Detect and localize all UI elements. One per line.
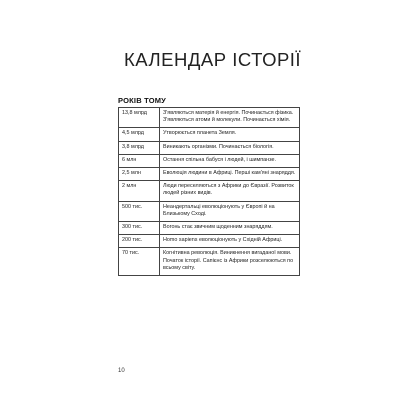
era-cell: 13,8 млрд: [119, 108, 160, 128]
event-cell: [160, 222, 300, 235]
event-text: Утворюється планета Земля.: [163, 130, 237, 137]
era-cell: 2,5 млн: [119, 168, 160, 181]
event-text: Остання спільна бабуся і людей, і шимпанзе.: [163, 156, 277, 163]
event-cell: [160, 248, 300, 276]
table-row: [119, 128, 300, 141]
era-cell: 3,8 млрд: [119, 141, 160, 154]
event-text: Еволюція людини в Африці. Перші кам'яні знаряддя.: [163, 170, 296, 177]
event-text: Виникають організми. Починається біологія.: [163, 143, 274, 150]
table-row: [119, 181, 300, 201]
event-cell: [160, 235, 300, 248]
event-text: Когнітивна революція. Виникнення вигаданої мови.: [163, 250, 292, 257]
event-text: Люди переселяються з Африки до Євразії. Розвиток людей різних видів.: [163, 183, 294, 197]
event-cell: [160, 201, 300, 221]
event-text: Неандертальці еволюціонують у Європі й на Близькому Сході.: [163, 203, 275, 217]
era-cell: 70 тис.: [119, 248, 160, 276]
era-cell: 4,5 млрд: [119, 128, 160, 141]
era-cell: 2 млн: [119, 181, 160, 201]
table-row: [119, 248, 300, 276]
table-row: [119, 222, 300, 235]
event-cell: [160, 154, 300, 167]
event-cell: [160, 141, 300, 154]
table-row: [119, 168, 300, 181]
table-row: [119, 235, 300, 248]
event-text: Початок історії. Сапієнс із Африки розселюються по всьому світу.: [163, 257, 294, 271]
history-calendar-table: [118, 107, 300, 276]
era-cell: 500 тис.: [119, 201, 160, 221]
event-cell: [160, 108, 300, 128]
page-number: 10: [118, 368, 125, 374]
page-title: КАЛЕНДАР ІСТОРІЇ: [124, 49, 302, 70]
era-cell: 200 тис.: [119, 235, 160, 248]
table-heading: РОКІВ ТОМУ: [118, 96, 167, 105]
era-cell: 300 тис.: [119, 222, 160, 235]
table-row: [119, 141, 300, 154]
event-cell: [160, 128, 300, 141]
event-text: Вогонь стає звичним щоденним знаряддям.: [163, 224, 273, 231]
event-text: З'являються атоми й молекули. Починається хімія.: [163, 117, 291, 124]
table-row: [119, 108, 300, 128]
era-cell: 6 млн: [119, 154, 160, 167]
event-text: З'являються матерія й енергія. Починається фізика.: [163, 110, 294, 116]
event-cell: [160, 181, 300, 201]
event-cell: [160, 168, 300, 181]
table-row: [119, 154, 300, 167]
table-row: [119, 201, 300, 221]
event-text: Homo sapiens еволюціонують у Східній Африці.: [163, 237, 283, 244]
